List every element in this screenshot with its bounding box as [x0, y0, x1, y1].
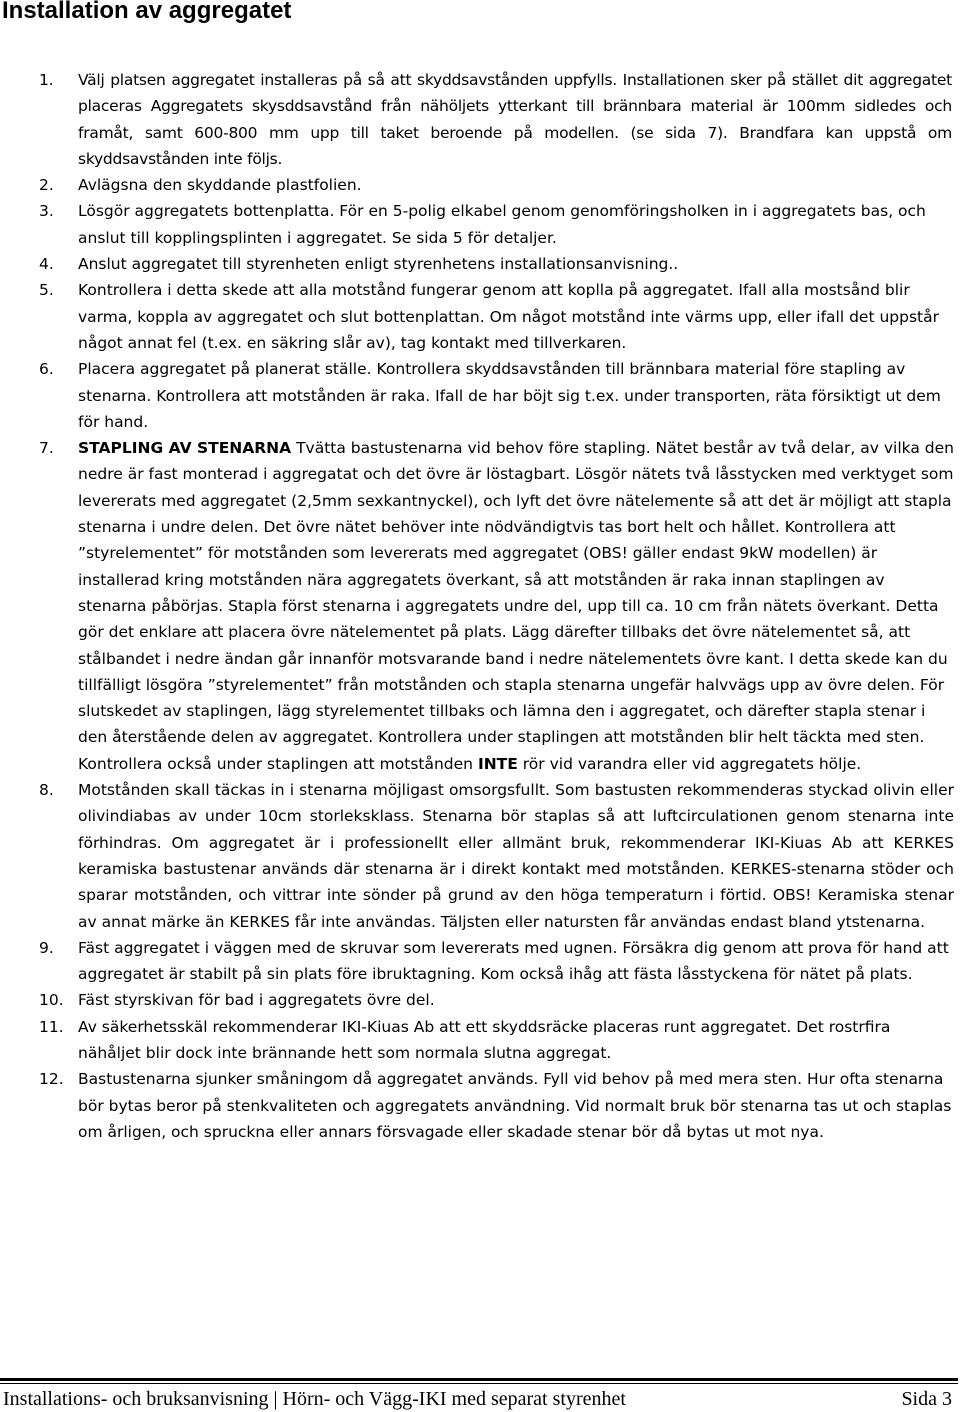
step-item [0, 277, 954, 356]
step-number: 6. [39, 360, 54, 379]
step-text: Fäst styrskivan för bad i aggregatets övre del. [78, 991, 435, 1010]
page-title: Installation av aggregatet [2, 0, 292, 24]
step-item [0, 67, 952, 172]
step-text: Avlägsna den skyddande plastfolien. [78, 176, 362, 195]
step-item [0, 1066, 954, 1145]
step-item [0, 198, 954, 251]
step-number: 11. [39, 1017, 64, 1036]
step-text: Anslut aggregatet till styrenheten enligt styrenhetens installationsanvisning.. [78, 255, 679, 274]
step-text: Kontrollera i detta skede att alla motstånd fungerar genom att koplla på aggregatet. Ifall alla mostsånd blir varma, koppla av aggregatet och slut bottenplattan. Om något motstånd inte värms upp, eller ifall det uppstår något annat fel (t.ex. en säkring slår av), tag kontakt med tillverkaren. [78, 281, 939, 352]
step-text: Motstånden skall täckas in i stenarna möjligast omsorgsfullt. Som bastusten rekommenderas styckad olivin eller olivindiabas av under 10cm storleksklass. Stenarna bör staplas så att luftcirculationen genom stenarna inte förhindras. Om aggregatet är i professionellt eller allmänt bruk, rekommenderar IKI-Kiuas Ab att KERKES keramiska bastustenar används där stenarna är i direkt kontakt med motstånden. KERKES-stenarna stöder och sparar motstånden, och vittrar inte sönder på grund av den höga temperaturn i förtid. OBS! Keramiska stenar av annat märke än KERKES får inte användas. Täljsten eller natursten får användas endast bland ytstenarna. [78, 781, 954, 931]
step-item [0, 435, 954, 777]
step-number: 3. [39, 202, 54, 221]
step-number: 8. [39, 781, 54, 800]
step-number: 5. [39, 281, 54, 300]
step-text: Lösgör aggregatets bottenplatta. För en 5-polig elkabel genom genomföringsholken in i aggregatets bas, och anslut till kopplingsplinten i aggregatet. Se sida 5 för detaljer. [78, 202, 926, 247]
page-footer [0, 1386, 956, 1412]
step-number: 10. [39, 991, 64, 1010]
step-text: Av säkerhetsskäl rekommenderar IKI-Kiuas Ab att ett skyddsräcke placeras runt aggregatet. Det rostrfira nähåljet blir dock inte brännande hett som normala slutna aggregat. [78, 1017, 891, 1062]
step-item [0, 777, 954, 935]
step-number: 7. [39, 439, 54, 458]
page-number: Sida 3 [901, 1388, 952, 1410]
step-item [0, 356, 954, 435]
step-number: 2. [39, 176, 54, 195]
step-item [0, 251, 954, 277]
step-text: Tvätta bastustenarna vid behov före stapling. Nätet består av två delar, av vilka den nedre är fast monterad i aggregatat och det övre är löstagbart. Lösgör nätets två låsstycken med verktyget som levererats med aggregatet (2,5mm sexkantnyckel), och lyft det övre nätelemente så att det är möjligt att stapla stenarna i undre delen. Det övre nätet behöver inte nödvändigtvis tas bort helt och hållet. Kontrollera att ”styrelementet” för motstånden som levererats med aggregatet (OBS! gäller endast 9kW modellen) är installerad kring motstånden nära aggregatets överkant, så att motstånden är raka innan staplingen av stenarna påbörjas. Stapla först stenarna i aggregatets undre del, upp till ca. 10 cm från nätets överkant. Detta gör det enklare att placera övre nätelementet på plats. Lägg därefter tillbaks det övre nätelementet så, att stålbandet i nedre ändan går innanför motsvarande band i nedre nätelementets övre kant. I detta skede kan du tillfälligt lösgöra ”styrelementet” från motstånden och stapla stenarna ungefär halvvägs upp av övre delen. För slutskedet av staplingen, lägg styrelementet tillbaks och lämna den i aggregatet, och därefter stapla stenar i den återstående delen av aggregatet. Kontrollera under staplingen att motstånden blir helt täckta med sten. Kontrollera också under staplingen att motstånden [78, 439, 954, 773]
step-number: 4. [39, 255, 54, 274]
step-text: Välj platsen aggregatet installeras på så att skyddsavstånden uppfylls. Installationen sker på stället dit aggregatet placeras Aggregatets skysddsavstånd från nähöljets ytterkant till brännbara material är 100mm sidledes och framåt, samt 600-800 mm upp till taket beroende på modellen. (se sida 7). Brandfara kan uppstå om skyddsavstånden inte följs. [78, 71, 952, 168]
step-item [0, 172, 954, 198]
step-number: 9. [39, 938, 54, 957]
footer-document-title: Installations- och bruksanvisning | Hörn- och Vägg-IKI med separat styrenhet [3, 1388, 626, 1410]
step-text: Bastustenarna sjunker småningom då aggregatet används. Fyll vid behov på med mera sten. Hur ofta stenarna bör bytas beror på stenkvaliteten och aggregatets användning. Vid normalt bruk bör stenarna tas ut och staplas om årligen, och spruckna eller annars försvagade eller skadade stenar bör då bytas ut mot nya. [78, 1070, 952, 1141]
step-text-end: rör vid varandra eller vid aggregatets hölje. [517, 754, 862, 773]
step-number: 12. [39, 1070, 64, 1089]
step-number: 1. [39, 71, 54, 89]
step-item [0, 935, 954, 988]
footer-divider-thin [0, 1383, 958, 1384]
step-bold-lead: STAPLING AV STENARNA [78, 439, 292, 458]
step-text: Fäst aggregatet i väggen med de skruvar som levererats med ugnen. Försäkra dig genom att prova för hand att aggregatet är stabilt på sin plats före ibruktagning. Kom också ihåg att fästa låsstyckena för nätet på plats. [78, 938, 949, 984]
step-bold-emphasis: INTE [477, 754, 518, 773]
step-item [0, 987, 954, 1013]
footer-divider [0, 1378, 958, 1381]
installation-steps [0, 67, 958, 1145]
step-item [0, 1014, 954, 1067]
step-text: Placera aggregatet på planerat ställe. Kontrollera skyddsavstånden till brännbara material före stapling av stenarna. Kontrollera att motstånden är raka. Ifall de har böjt sig t.ex. under transporten, räta försiktigt ut dem för hand. [78, 360, 941, 431]
